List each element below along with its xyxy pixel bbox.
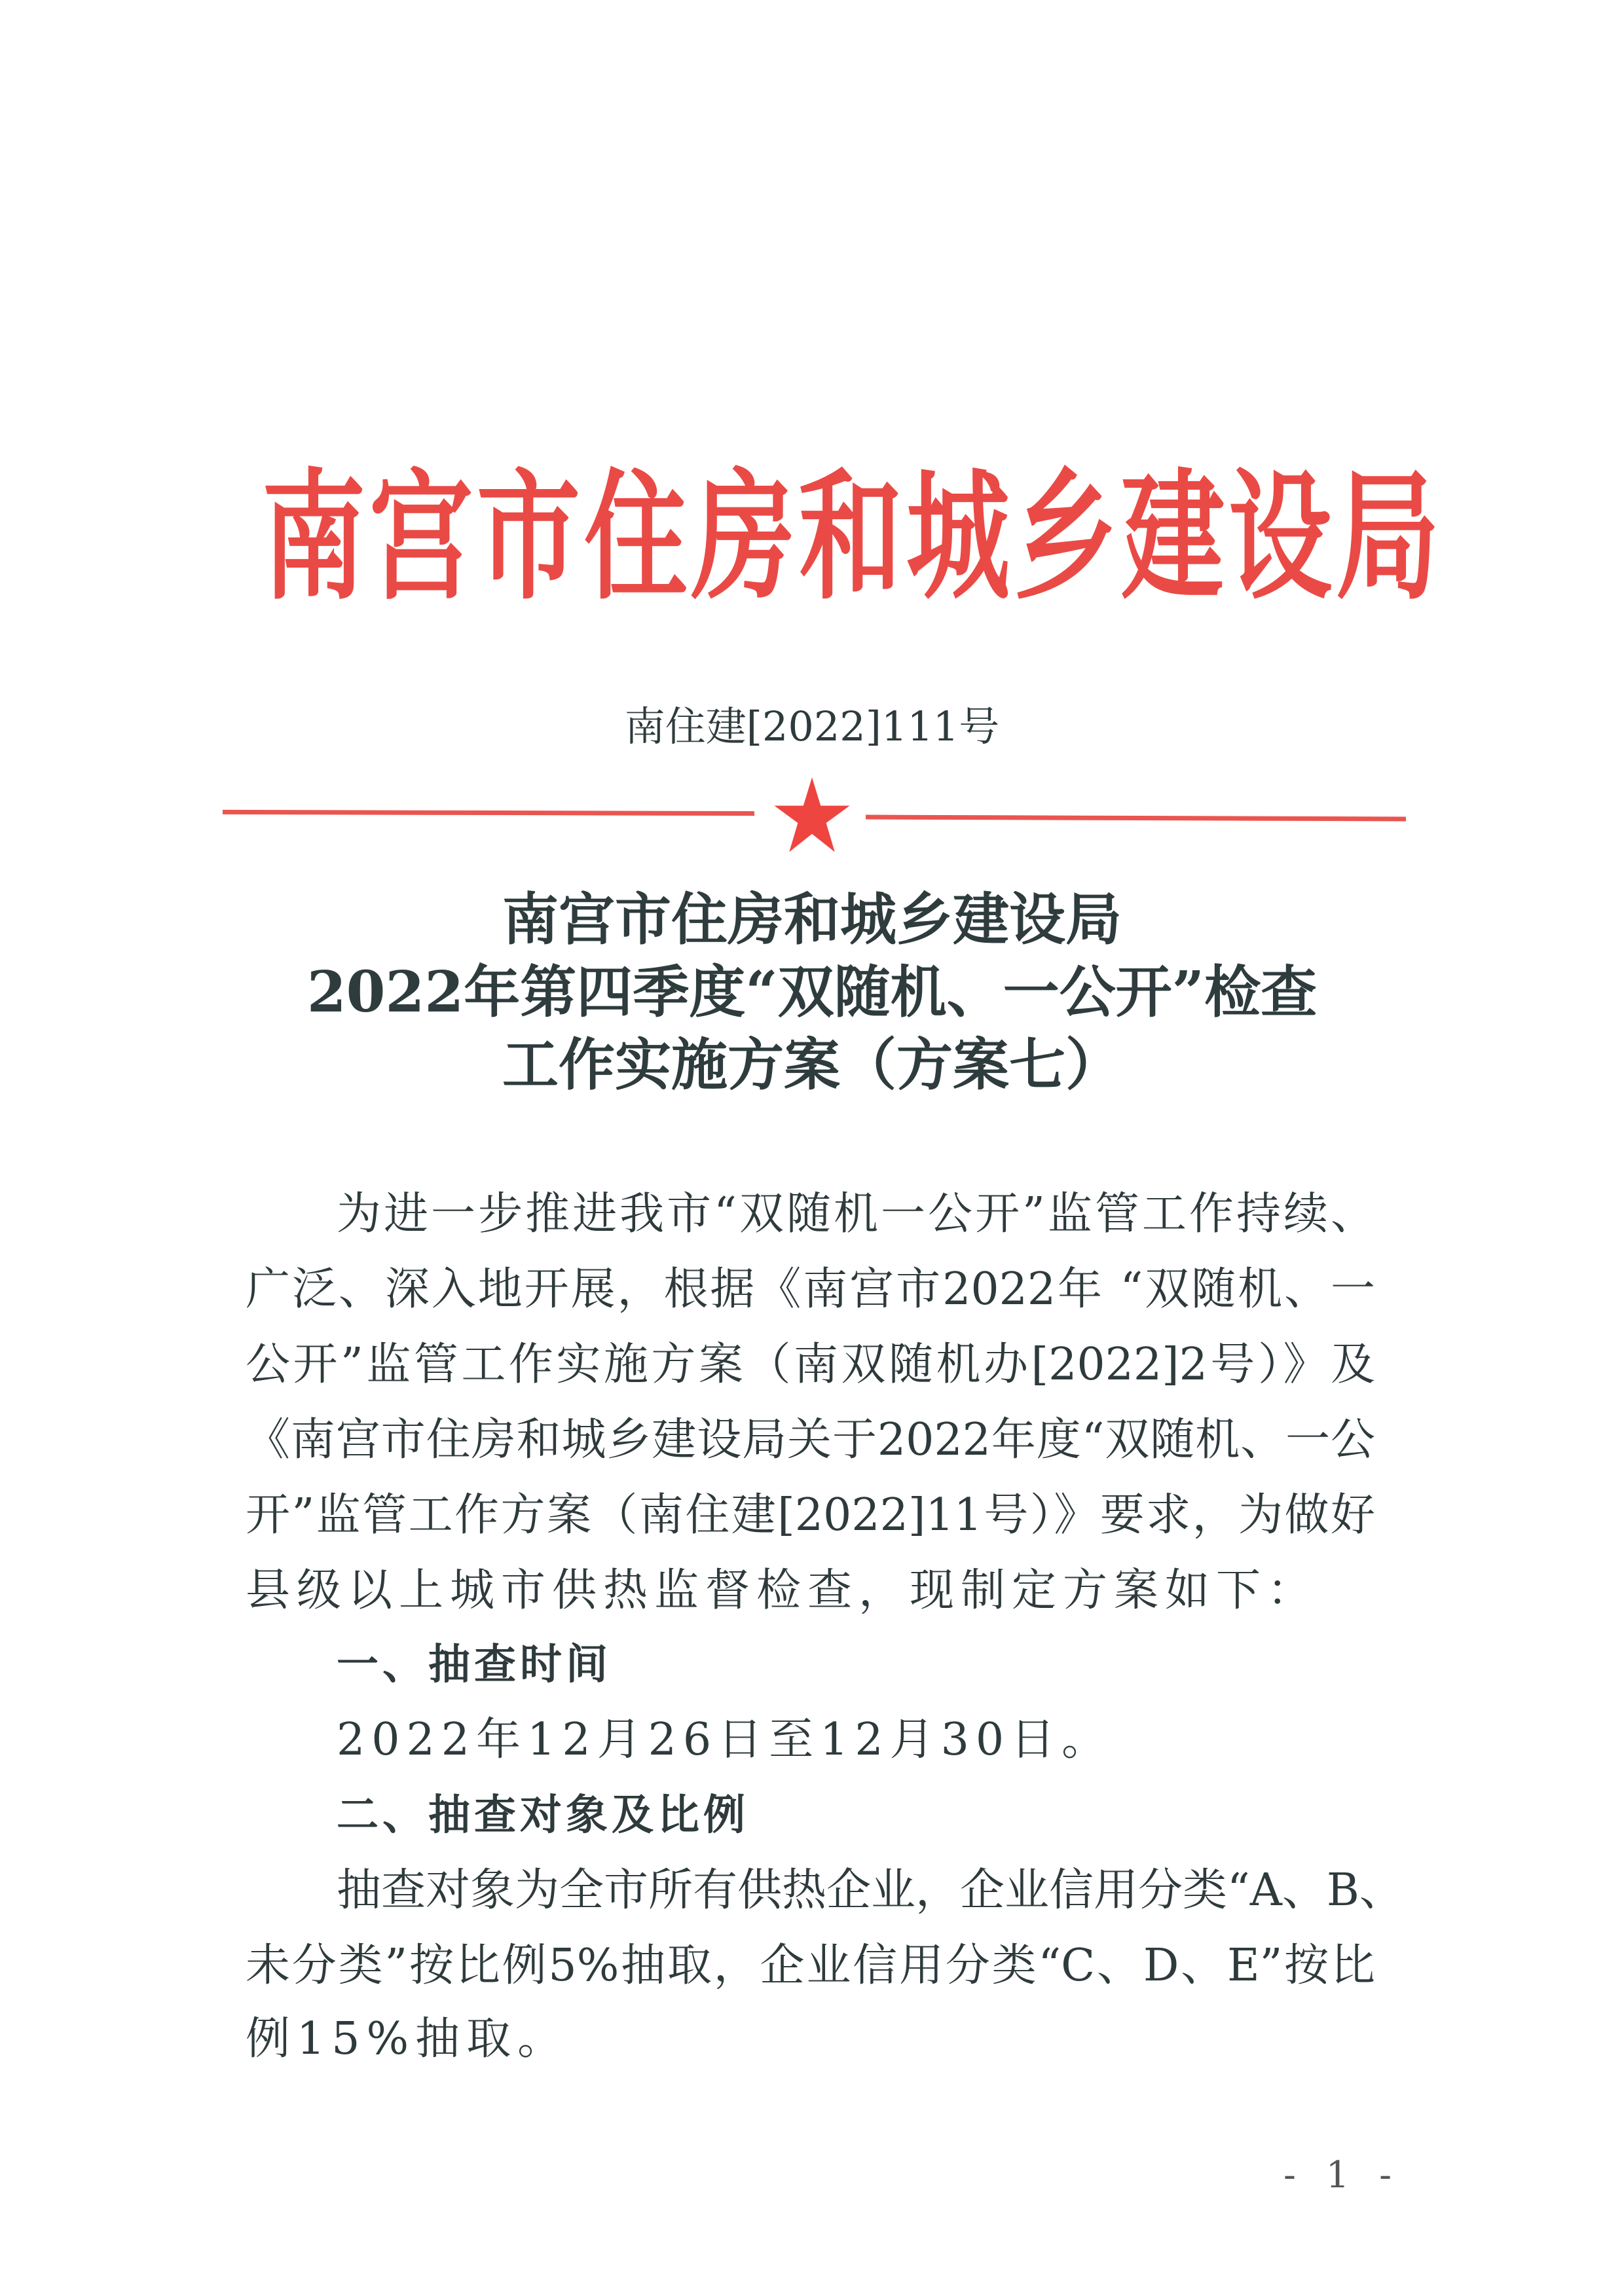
body-text-line: 县级以上城市供热监督检查，现制定方案如下： bbox=[246, 1565, 1319, 1616]
body-text-line: 公开”监管工作实施方案（南双随机办[2022]2号）》及 bbox=[246, 1339, 1375, 1391]
body-text-line: 广泛、深入地开展，根据《南宫市2022年 “双随机、一 bbox=[246, 1264, 1375, 1315]
red-star-icon bbox=[773, 776, 851, 854]
red-divider-left bbox=[223, 810, 754, 816]
red-divider-right bbox=[866, 815, 1406, 822]
letterhead-title: 南宫市住房和城乡建设局 bbox=[262, 456, 1443, 619]
body-text-line: 例15%抽取。 bbox=[246, 2013, 569, 2065]
document-title-line: 南宫市住房和城乡建设局 bbox=[502, 886, 1122, 953]
body-text-line: 抽查对象为全市所有供热企业，企业信用分类“A、B、 bbox=[337, 1865, 1404, 1916]
page-number: - 1 - bbox=[1283, 2154, 1401, 2196]
body-text-line: 未分类”按比例5%抽取，企业信用分类“C、D、E”按比 bbox=[246, 1940, 1375, 1992]
document-title-line: 2022年第四季度“双随机、一公开”检查 bbox=[306, 959, 1318, 1025]
document-number: 南住建[2022]111号 bbox=[624, 702, 1000, 750]
body-text-line: 为进一步推进我市“双随机一公开”监管工作持续、 bbox=[337, 1188, 1375, 1240]
body-text-line: 《南宫市住房和城乡建设局关于2022年度“双随机、一公 bbox=[246, 1414, 1375, 1466]
document-title-line: 工作实施方案（方案七） bbox=[502, 1032, 1122, 1098]
body-text-line: 开”监管工作方案（南住建[2022]11号）》要求，为做好 bbox=[246, 1489, 1375, 1541]
section-heading: 二、抽查对象及比例 bbox=[337, 1791, 749, 1840]
body-text-line: 2022年12月26日至12月30日。 bbox=[337, 1714, 1113, 1766]
section-heading: 一、抽查时间 bbox=[337, 1641, 612, 1689]
